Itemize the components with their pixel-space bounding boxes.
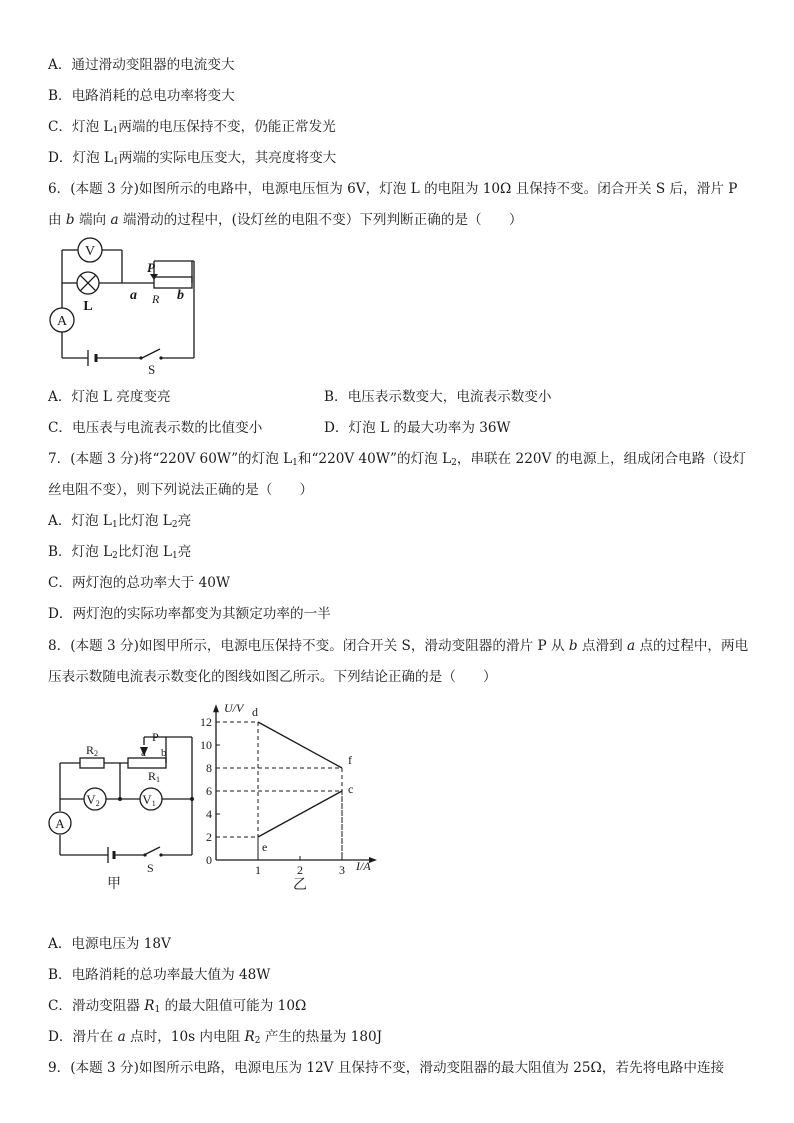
q8-option-d: D．滑片在 a 点时，10s 内电阻 $R_2$ 产生的热量为 180J <box>48 1029 383 1046</box>
q7-stem-line2: 丝电阻不变），则下列说法正确的是（ ） <box>48 482 314 498</box>
x-tick-label: 2 <box>297 863 303 877</box>
r1-label: R1 <box>148 769 161 784</box>
q7-stem-line1: 7．(本题 3 分)将“220V 60W”的灯泡 $L_1$和“220V 40W”的灯泡 $L_2$，串联在 220V 的电源上，组成闭合电路（设灯 <box>48 451 746 468</box>
q8-option-c: C．滑动变阻器 $R_1$ 的最大阻值可能为 10Ω <box>48 998 307 1015</box>
series-line <box>258 791 342 837</box>
q6-option-c: C．电压表与电流表示数的比值变小 <box>48 420 263 436</box>
y-tick-label: 12 <box>200 715 212 729</box>
x-axis-label: I/A <box>356 859 371 873</box>
ammeter-label: A <box>55 816 65 831</box>
r2-label: R2 <box>86 743 99 758</box>
end-b-label: b <box>161 747 167 759</box>
series-line <box>258 722 342 768</box>
voltmeter-v1-label: V1 <box>142 792 156 808</box>
point-label: f <box>348 753 352 767</box>
end-b-label: b <box>177 288 184 303</box>
figure-yi-caption: 乙 <box>293 878 307 893</box>
q6-option-d: D．灯泡 L 的最大功率为 36W <box>324 420 511 436</box>
q6-stem-line2: 由 b 端向 a 端滑动的过程中，(设灯丝的电阻不变）下列判断正确的是（ ） <box>48 212 523 228</box>
q6-option-a: A．灯泡 L 亮度变亮 <box>48 389 171 405</box>
q5-option-a: A．通过滑动变阻器的电流变大 <box>48 57 235 73</box>
x-tick-label: 3 <box>339 863 345 877</box>
q8-option-b: B．电路消耗的总功率最大值为 48W <box>48 967 271 983</box>
x-tick-label: 1 <box>255 863 261 877</box>
y-tick-label: 10 <box>200 738 212 752</box>
q8-ui-graph <box>196 698 396 898</box>
y-tick-label: 6 <box>206 784 212 798</box>
y-tick-label: 8 <box>206 761 212 775</box>
ammeter-label: A <box>56 314 68 329</box>
switch-s-label: S <box>148 362 156 377</box>
q6-circuit-diagram <box>44 234 204 377</box>
point-label: c <box>348 782 354 796</box>
q7-option-d: D．两灯泡的实际功率都变为其额定功率的一半 <box>48 606 331 622</box>
q5-option-d: D．灯泡 $L_1$两端的实际电压变大，其亮度将变大 <box>48 150 337 167</box>
q7-option-b: B．灯泡 $L_2$比灯泡 $L_1$亮 <box>48 544 192 561</box>
figure-jia-caption: 甲 <box>107 877 121 892</box>
origin-label: 0 <box>206 853 212 867</box>
y-axis-arrow <box>213 704 219 712</box>
lamp-label: L <box>83 299 93 314</box>
q8-stem-line1: 8．(本题 3 分)如图甲所示，电源电压保持不变。闭合开关 S，滑动变阻器的滑片 P 从 b 点滑到 a 点的过程中，两电 <box>48 638 749 654</box>
q7-option-c: C．两灯泡的总功率大于 40W <box>48 575 230 591</box>
rheostat-r-label: R <box>152 292 160 306</box>
q8-stem-line2: 压表示数随电流表示数变化的图线如图乙所示。下列结论正确的是（ ） <box>48 669 497 685</box>
q8-option-a: A．电源电压为 18V <box>48 936 171 952</box>
q5-option-c: C．灯泡 $L_1$两端的电压保持不变，仍能正常发光 <box>48 119 336 136</box>
point-label: e <box>262 840 268 854</box>
q7-option-a: A．灯泡 $L_1$比灯泡 $L_2$亮 <box>48 513 192 530</box>
voltmeter-v2-label: V2 <box>86 792 100 808</box>
q6-stem-line1: 6．(本题 3 分)如图所示的电路中，电源电压恒为 6V，灯泡 L 的电阻为 10Ω 且保持不变。闭合开关 S 后，滑片 P <box>48 181 738 197</box>
slider-p-label: P <box>152 730 159 744</box>
voltmeter-label: V <box>84 244 96 259</box>
end-a-label: a <box>141 747 146 759</box>
y-tick-label: 4 <box>206 807 212 821</box>
slider-p-label: P <box>147 260 155 275</box>
point-label: d <box>252 705 258 719</box>
switch-s-label: S <box>147 861 154 875</box>
q6-option-b: B．电压表示数变大，电流表示数变小 <box>324 389 552 405</box>
end-a-label: a <box>130 288 137 303</box>
y-tick-label: 2 <box>206 830 212 844</box>
q9-stem-line1: 9．(本题 3 分)如图所示电路，电源电压为 12V 且保持不变，滑动变阻器的最大阻值为 25Ω，若先将电路中连接 <box>48 1060 725 1076</box>
q8-circuit-diagram <box>44 725 204 895</box>
q5-option-b: B．电路消耗的总电功率将变大 <box>48 88 235 104</box>
y-axis-label: U/V <box>224 701 244 715</box>
